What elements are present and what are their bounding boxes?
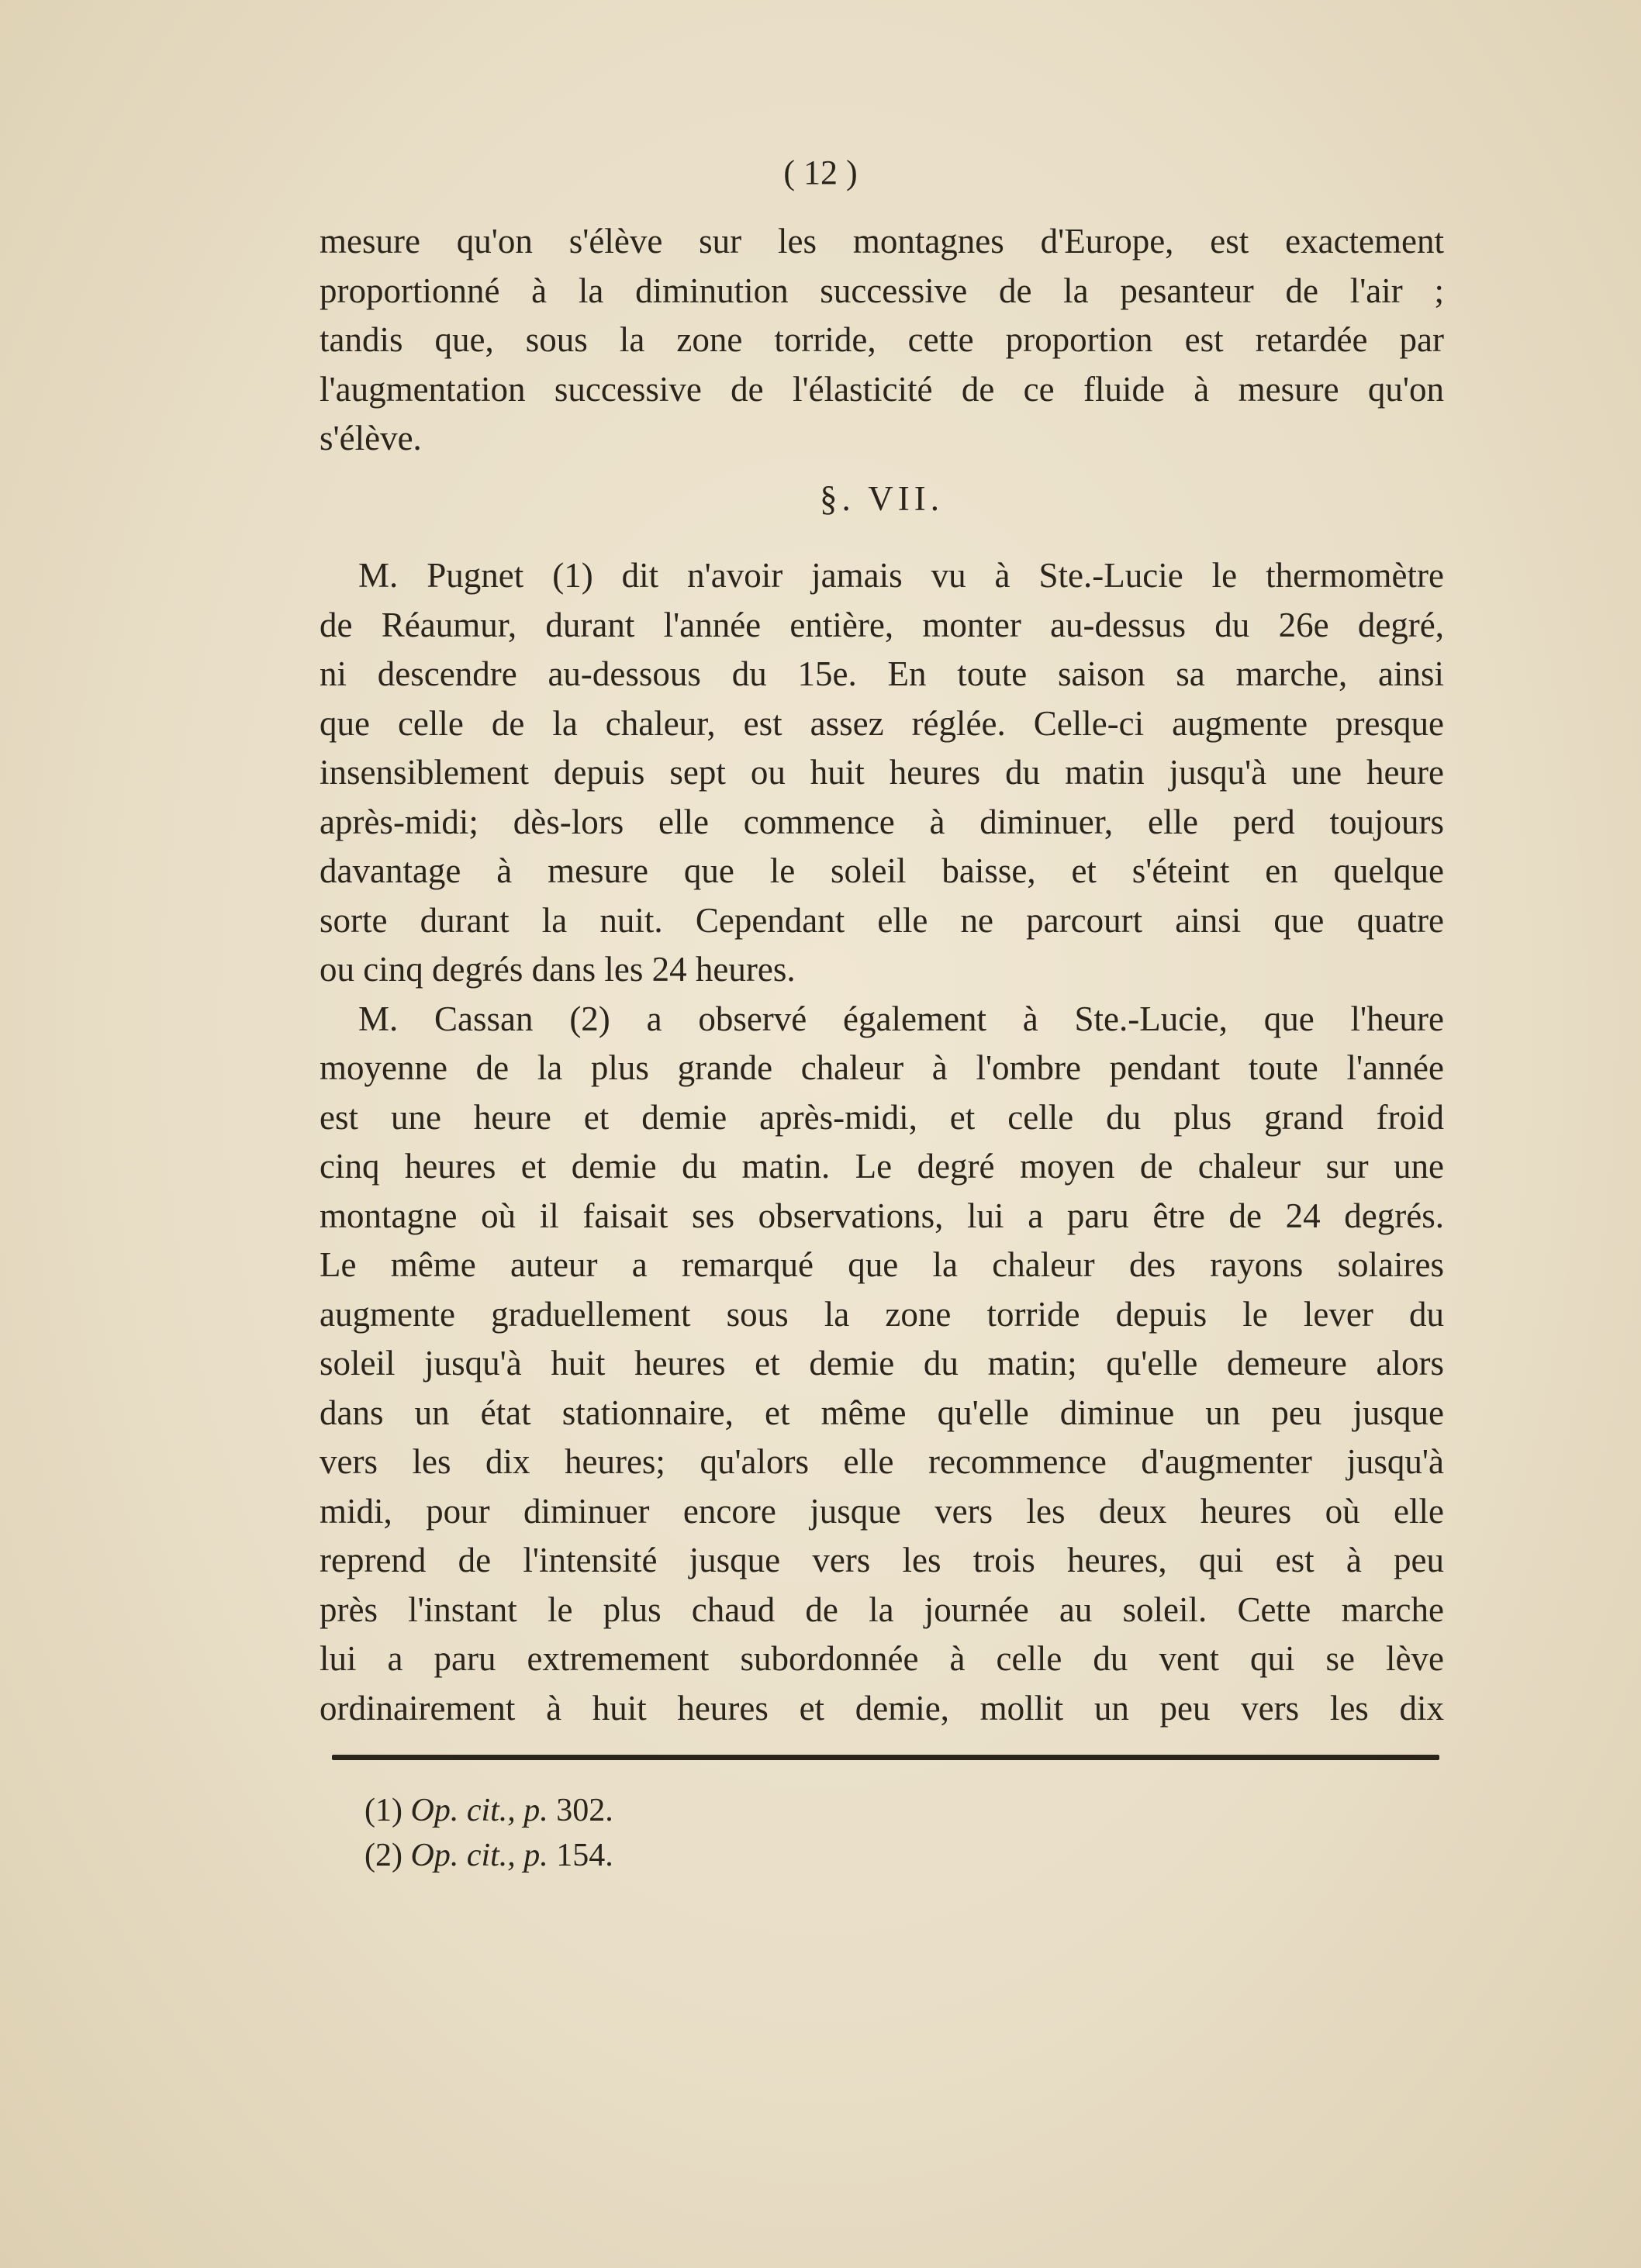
paragraph-continuation (320, 217, 1444, 464)
text-line: M. Cassan (2) a observé également à Ste.-Lucie, que l'heure (358, 999, 1444, 1038)
text-line: moyenne de la plus grande chaleur à l'ombre pendant toute l'année (320, 1048, 1444, 1087)
text-line: tandis que, sous la zone torride, cette proportion est retardée par (320, 320, 1444, 359)
footnote-page: 154. (556, 1838, 613, 1873)
text-line: insensiblement depuis sept ou huit heures du matin jusqu'à une heure (320, 753, 1444, 792)
text-line: lui a paru extremement subordonnée à celle du vent qui se lève (320, 1639, 1444, 1678)
page-number: ( 12 ) (783, 154, 858, 192)
footnote-rule (332, 1755, 1439, 1760)
text-line: est une heure et demie après-midi, et celle du plus grand froid (320, 1097, 1444, 1137)
paragraph-pugnet (320, 551, 1444, 995)
text-line: davantage à mesure que le soleil baisse, et s'éteint en quelque (320, 851, 1444, 890)
text-line: augmente graduellement sous la zone torride depuis le lever du (320, 1294, 1444, 1334)
footnotes (364, 1788, 613, 1878)
text-line: reprend de l'intensité jusque vers les trois heures, qui est à peu (320, 1541, 1444, 1579)
footnote-page: 302. (556, 1793, 613, 1828)
section-heading: §. VII. (820, 478, 944, 518)
footnote-number: (2) (364, 1838, 402, 1873)
text-line: dans un état stationnaire, et même qu'elle diminue un peu jusque (320, 1393, 1444, 1432)
text-line: de Réaumur, durant l'année entière, monter au-dessus du 26e degré, (320, 605, 1444, 644)
text-line: après-midi; dès-lors elle commence à diminuer, elle perd toujours (320, 802, 1444, 841)
footnote-number: (1) (364, 1793, 402, 1828)
text-line: Le même auteur a remarqué que la chaleur des rayons solaires (320, 1245, 1444, 1284)
text-line: ou cinq degrés dans les 24 heures. (320, 950, 796, 989)
text-line: ni descendre au-dessous du 15e. En toute saison sa marche, ainsi (320, 654, 1444, 693)
text-line: M. Pugnet (1) dit n'avoir jamais vu à Ste.-Lucie le thermomètre (358, 556, 1444, 595)
text-line: mesure qu'on s'élève sur les montagnes d'Europe, est exactement (320, 222, 1444, 261)
page-body (320, 217, 1444, 1733)
footnote-reference: Op. cit., p. (410, 1793, 548, 1828)
footnote-2 (364, 1833, 613, 1878)
text-line: cinq heures et demie du matin. Le degré moyen de chaleur sur une (320, 1147, 1444, 1186)
text-line: proportionné à la diminution successive de la pesanteur de l'air ; (320, 271, 1444, 310)
text-line: près l'instant le plus chaud de la journée au soleil. Cette marche (320, 1590, 1444, 1629)
paragraph-cassan (320, 995, 1444, 1734)
text-line: que celle de la chaleur, est assez réglée. Celle-ci augmente presque (320, 703, 1444, 743)
footnote-1 (364, 1788, 613, 1833)
text-line: sorte durant la nuit. Cependant elle ne parcourt ainsi que quatre (320, 900, 1444, 940)
text-line: soleil jusqu'à huit heures et demie du matin; qu'elle demeure alors (320, 1344, 1444, 1383)
text-line: vers les dix heures; qu'alors elle recommence d'augmenter jusqu'à (320, 1442, 1444, 1481)
text-line: l'augmentation successive de l'élasticité de ce fluide à mesure qu'on (320, 369, 1444, 409)
footnote-reference: Op. cit., p. (410, 1838, 548, 1873)
text-line: ordinairement à huit heures et demie, mollit un peu vers les dix (320, 1688, 1444, 1728)
text-line: midi, pour diminuer encore jusque vers les deux heures où elle (320, 1491, 1444, 1531)
text-line: montagne où il faisait ses observations, lui a paru être de 24 degrés. (320, 1196, 1444, 1235)
text-line: s'élève. (320, 419, 422, 457)
